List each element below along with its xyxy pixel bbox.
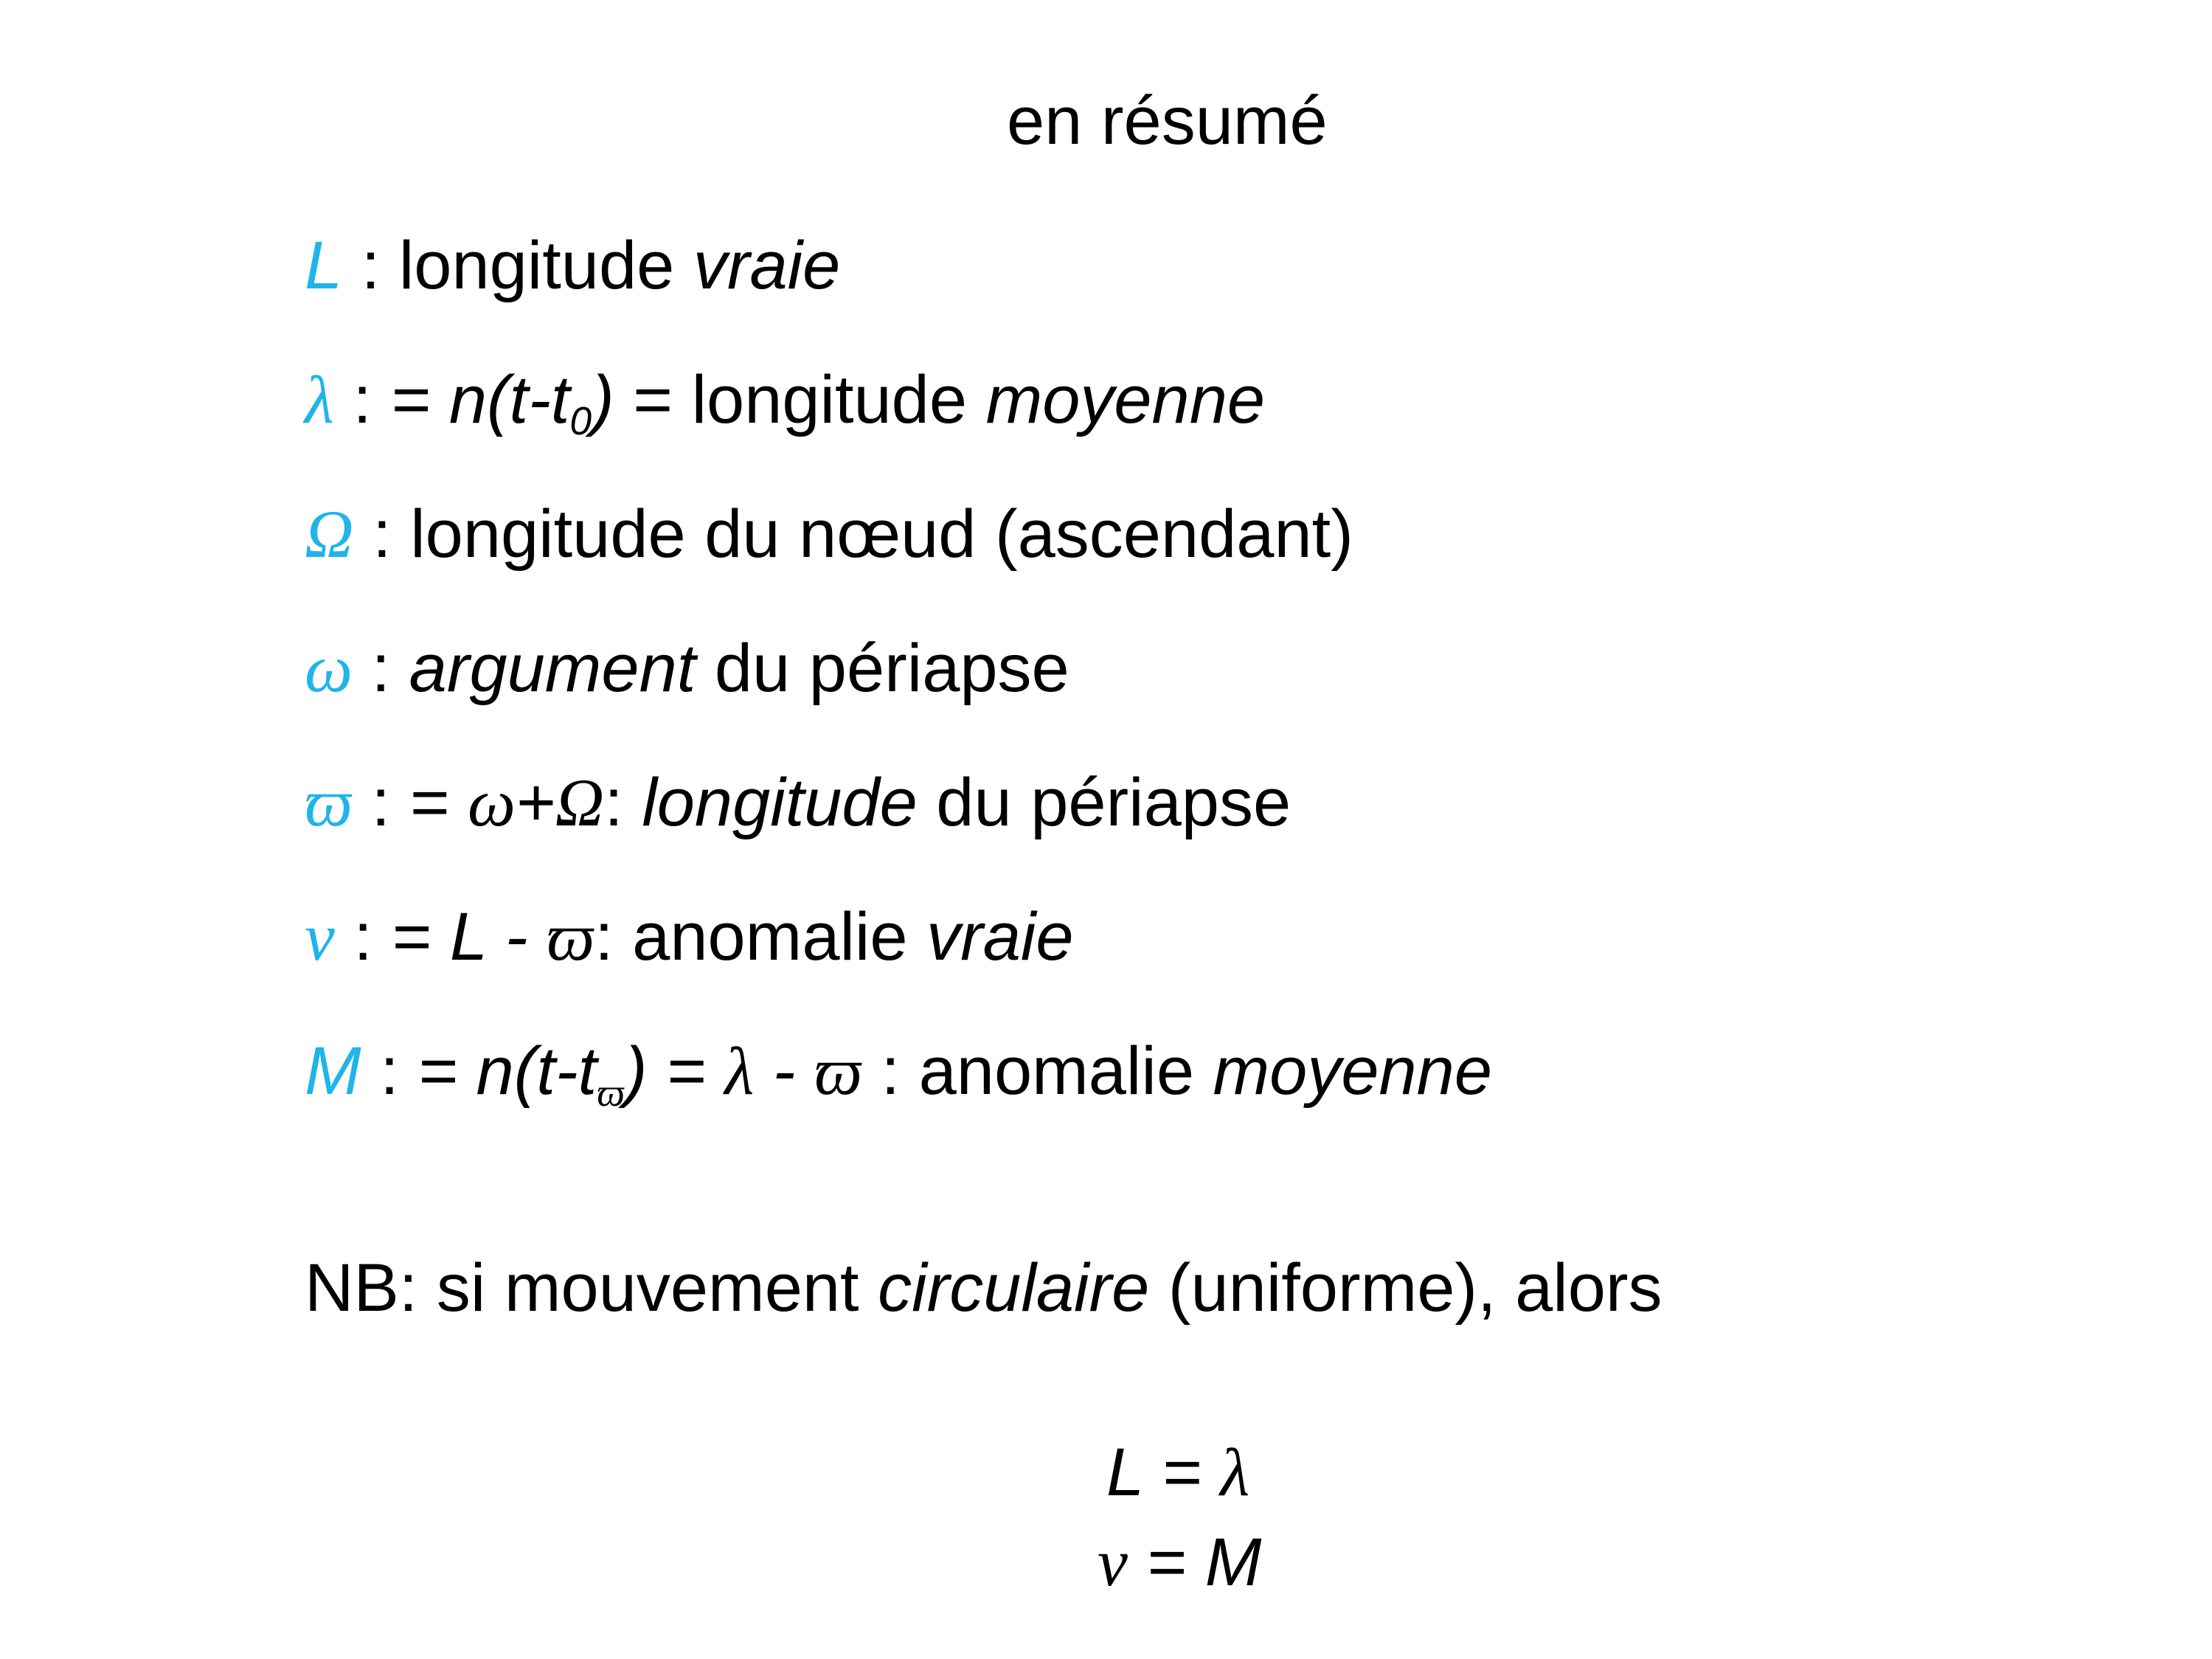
definition-L — [305, 228, 841, 303]
symbol-lambda: λ — [305, 362, 334, 437]
nu-symbol: ν — [1098, 1525, 1128, 1600]
definition-emphasis: vraie — [926, 899, 1074, 974]
definition-emphasis: moyenne — [985, 362, 1266, 437]
plus-sign: + — [515, 765, 555, 840]
symbol-varpi: ϖ — [305, 765, 353, 840]
definition-text: = longitude — [614, 362, 986, 437]
symbol-M: M — [305, 1033, 361, 1109]
lambda-symbol: λ — [1220, 1435, 1250, 1510]
definition-text: : anomalie — [861, 1033, 1213, 1109]
formula-part: = L - — [391, 899, 547, 974]
separator: : — [342, 228, 399, 303]
definition-nu — [305, 899, 1074, 974]
definition-omega — [305, 631, 1069, 706]
equation-rhs: = M — [1127, 1525, 1262, 1600]
subscript-0: 0 — [569, 400, 592, 443]
equation-L-lambda — [1106, 1435, 1250, 1510]
definition-emphasis: longitude — [642, 765, 918, 840]
formula-part: = n(t-t — [417, 1033, 597, 1109]
slide-title: en résumé — [1007, 83, 1328, 159]
definition-text: du périapse — [917, 765, 1292, 840]
symbol-omega: ω — [305, 631, 353, 706]
lambda-symbol: λ — [724, 1033, 755, 1109]
separator: : — [353, 496, 411, 572]
note-prefix: NB: si mouvement — [305, 1250, 878, 1326]
definition-text: longitude — [398, 228, 693, 303]
varpi-symbol: ϖ — [814, 1033, 862, 1109]
formula — [390, 362, 614, 443]
definition-emphasis: vraie — [693, 228, 841, 303]
varpi-symbol: ϖ — [547, 899, 595, 974]
symbol-L: L — [305, 228, 343, 303]
definition-text: : anomalie — [594, 899, 927, 974]
note-suffix: (uniforme), alors — [1149, 1250, 1663, 1326]
separator: : — [352, 631, 409, 706]
note-emphasis: circulaire — [878, 1250, 1150, 1326]
formula-part: ) — [592, 362, 614, 437]
equation-nu-M — [1098, 1525, 1262, 1600]
definition-Omega — [305, 496, 1353, 572]
separator: : — [334, 899, 392, 974]
omega-symbol: ω — [467, 765, 516, 840]
formula-part: = — [409, 765, 468, 840]
equation-lhs: L = — [1106, 1435, 1221, 1510]
separator: : — [333, 362, 391, 437]
definition-emphasis: argument — [409, 631, 696, 706]
definition-emphasis: moyenne — [1213, 1033, 1493, 1109]
minus-sign: - — [754, 1033, 814, 1109]
formula-part: ) = — [624, 1033, 725, 1109]
separator: : — [361, 1033, 418, 1109]
definition-lambda — [305, 362, 1266, 443]
definition-text: longitude du nœud (ascendant) — [410, 496, 1353, 572]
Omega-symbol: Ω — [555, 765, 605, 840]
definition-text: du périapse — [696, 631, 1069, 706]
note — [305, 1250, 1663, 1326]
definition-M — [305, 1033, 1493, 1115]
symbol-nu: ν — [305, 899, 335, 974]
subscript-varpi: ϖ — [597, 1070, 625, 1115]
separator: : — [352, 765, 409, 840]
colon: : — [604, 765, 642, 840]
symbol-Omega: Ω — [305, 496, 354, 572]
formula-part: = n(t-t — [390, 362, 570, 437]
definition-varpi — [305, 765, 1292, 840]
